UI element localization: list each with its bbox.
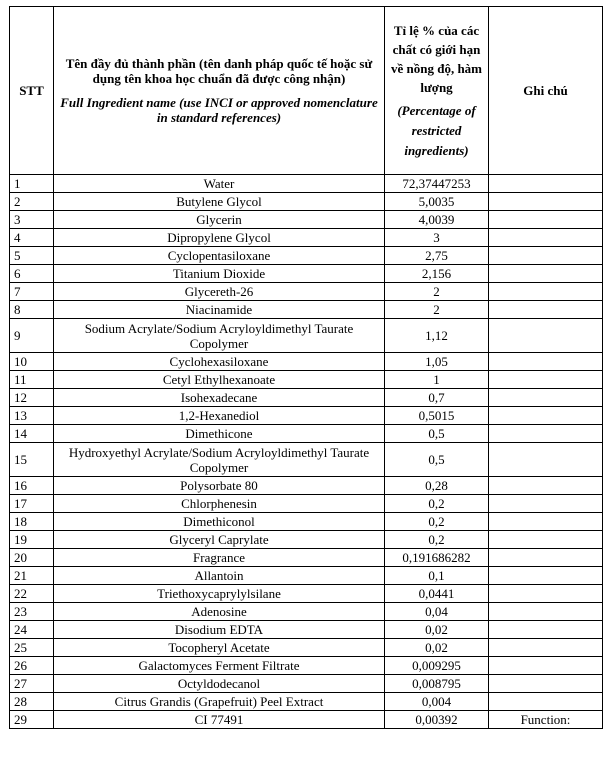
- note-cell: [489, 229, 603, 247]
- row-number-cell: 15: [10, 443, 54, 477]
- ingredient-name-cell: Octyldodecanol: [54, 675, 385, 693]
- note-cell: [489, 407, 603, 425]
- note-cell: [489, 175, 603, 193]
- note-cell: [489, 443, 603, 477]
- table-header: [10, 7, 603, 175]
- table-row: [10, 247, 603, 265]
- table-row: [10, 531, 603, 549]
- table-row: [10, 585, 603, 603]
- header-name-vietnamese: Tên đầy đủ thành phần (tên danh pháp quốc tế hoặc sử dụng tên khoa học chuẩn đã được công nhận): [65, 56, 373, 86]
- header-name-english: Full Ingredient name (use INCI or approved nomenclature in standard references): [60, 95, 378, 125]
- percentage-cell: 1,12: [385, 319, 489, 353]
- ingredient-name-cell: Adenosine: [54, 603, 385, 621]
- ingredient-name-cell: Allantoin: [54, 567, 385, 585]
- table-row: [10, 193, 603, 211]
- ingredient-name-cell: Galactomyces Ferment Filtrate: [54, 657, 385, 675]
- note-cell: [489, 675, 603, 693]
- row-number-cell: 9: [10, 319, 54, 353]
- note-cell: [489, 371, 603, 389]
- note-cell: [489, 549, 603, 567]
- percentage-cell: 0,7: [385, 389, 489, 407]
- ingredient-name-cell: Citrus Grandis (Grapefruit) Peel Extract: [54, 693, 385, 711]
- percentage-cell: 0,009295: [385, 657, 489, 675]
- ingredient-name-cell: 1,2-Hexanediol: [54, 407, 385, 425]
- note-cell: [489, 389, 603, 407]
- row-number-cell: 7: [10, 283, 54, 301]
- note-cell: [489, 693, 603, 711]
- row-number-cell: 4: [10, 229, 54, 247]
- row-number-cell: 5: [10, 247, 54, 265]
- percentage-cell: 0,2: [385, 495, 489, 513]
- ingredient-name-cell: Glycerin: [54, 211, 385, 229]
- note-cell: [489, 603, 603, 621]
- percentage-cell: 0,02: [385, 639, 489, 657]
- note-cell: [489, 319, 603, 353]
- percentage-cell: 4,0039: [385, 211, 489, 229]
- ingredient-name-cell: Butylene Glycol: [54, 193, 385, 211]
- table-row: [10, 657, 603, 675]
- percentage-cell: 0,5015: [385, 407, 489, 425]
- table-row: [10, 301, 603, 319]
- table-row: [10, 639, 603, 657]
- percentage-cell: 0,004: [385, 693, 489, 711]
- note-cell: [489, 495, 603, 513]
- note-cell: [489, 477, 603, 495]
- row-number-cell: 24: [10, 621, 54, 639]
- header-note: Ghi chú: [489, 7, 603, 175]
- percentage-cell: 1: [385, 371, 489, 389]
- ingredient-name-cell: Glycereth-26: [54, 283, 385, 301]
- row-number-cell: 23: [10, 603, 54, 621]
- percentage-cell: 0,008795: [385, 675, 489, 693]
- percentage-cell: 0,2: [385, 531, 489, 549]
- ingredient-name-cell: Fragrance: [54, 549, 385, 567]
- row-number-cell: 27: [10, 675, 54, 693]
- row-number-cell: 8: [10, 301, 54, 319]
- table-row: [10, 693, 603, 711]
- ingredient-name-cell: Cyclopentasiloxane: [54, 247, 385, 265]
- note-cell: [489, 283, 603, 301]
- ingredient-name-cell: CI 77491: [54, 711, 385, 729]
- header-percentage: [385, 7, 489, 175]
- ingredient-name-cell: Titanium Dioxide: [54, 265, 385, 283]
- row-number-cell: 2: [10, 193, 54, 211]
- percentage-cell: 1,05: [385, 353, 489, 371]
- table-row: [10, 353, 603, 371]
- table-row: [10, 229, 603, 247]
- percentage-cell: 0,5: [385, 425, 489, 443]
- table-row: [10, 265, 603, 283]
- table-row: [10, 175, 603, 193]
- row-number-cell: 22: [10, 585, 54, 603]
- table-row: [10, 425, 603, 443]
- note-cell: [489, 247, 603, 265]
- percentage-cell: 0,2: [385, 513, 489, 531]
- row-number-cell: 3: [10, 211, 54, 229]
- percentage-cell: 0,28: [385, 477, 489, 495]
- ingredient-name-cell: Dipropylene Glycol: [54, 229, 385, 247]
- note-cell: [489, 513, 603, 531]
- table-row: [10, 621, 603, 639]
- row-number-cell: 16: [10, 477, 54, 495]
- row-number-cell: 13: [10, 407, 54, 425]
- row-number-cell: 21: [10, 567, 54, 585]
- row-number-cell: 18: [10, 513, 54, 531]
- table-row: [10, 389, 603, 407]
- table-row: [10, 495, 603, 513]
- row-number-cell: 12: [10, 389, 54, 407]
- percentage-cell: 0,04: [385, 603, 489, 621]
- header-stt: STT: [10, 7, 54, 175]
- ingredient-name-cell: Water: [54, 175, 385, 193]
- table-row: [10, 211, 603, 229]
- note-cell: [489, 585, 603, 603]
- table-row: [10, 319, 603, 353]
- percentage-cell: 0,02: [385, 621, 489, 639]
- table-row: [10, 407, 603, 425]
- percentage-cell: 2: [385, 283, 489, 301]
- ingredient-table: [9, 6, 603, 729]
- ingredient-name-cell: Chlorphenesin: [54, 495, 385, 513]
- ingredient-name-cell: Hydroxyethyl Acrylate/Sodium Acryloyldimethyl Taurate Copolymer: [54, 443, 385, 477]
- note-cell: [489, 567, 603, 585]
- note-cell: Function:: [489, 711, 603, 729]
- percentage-cell: 0,5: [385, 443, 489, 477]
- note-cell: [489, 353, 603, 371]
- row-number-cell: 1: [10, 175, 54, 193]
- note-cell: [489, 621, 603, 639]
- table-row: [10, 603, 603, 621]
- ingredient-name-cell: Cetyl Ethylhexanoate: [54, 371, 385, 389]
- row-number-cell: 25: [10, 639, 54, 657]
- note-cell: [489, 531, 603, 549]
- header-percentage-english: (Percentage of restricted ingredients): [397, 102, 476, 158]
- percentage-cell: 2,156: [385, 265, 489, 283]
- note-cell: [489, 301, 603, 319]
- table-row: [10, 283, 603, 301]
- ingredient-name-cell: Dimethicone: [54, 425, 385, 443]
- table-row: [10, 567, 603, 585]
- table-row: [10, 371, 603, 389]
- note-cell: [489, 211, 603, 229]
- header-ingredient-name: [54, 7, 385, 175]
- ingredient-name-cell: Polysorbate 80: [54, 477, 385, 495]
- ingredient-name-cell: Dimethiconol: [54, 513, 385, 531]
- row-number-cell: 28: [10, 693, 54, 711]
- percentage-cell: 5,0035: [385, 193, 489, 211]
- row-number-cell: 14: [10, 425, 54, 443]
- percentage-cell: 72,37447253: [385, 175, 489, 193]
- row-number-cell: 6: [10, 265, 54, 283]
- note-cell: [489, 639, 603, 657]
- row-number-cell: 29: [10, 711, 54, 729]
- table-row: [10, 513, 603, 531]
- ingredient-name-cell: Glyceryl Caprylate: [54, 531, 385, 549]
- ingredient-name-cell: Niacinamide: [54, 301, 385, 319]
- table-body: [10, 175, 603, 729]
- row-number-cell: 10: [10, 353, 54, 371]
- ingredient-name-cell: Tocopheryl Acetate: [54, 639, 385, 657]
- ingredient-name-cell: Isohexadecane: [54, 389, 385, 407]
- row-number-cell: 17: [10, 495, 54, 513]
- note-cell: [489, 425, 603, 443]
- ingredient-name-cell: Sodium Acrylate/Sodium Acryloyldimethyl Taurate Copolymer: [54, 319, 385, 353]
- ingredient-name-cell: Disodium EDTA: [54, 621, 385, 639]
- row-number-cell: 11: [10, 371, 54, 389]
- table-row: [10, 477, 603, 495]
- note-cell: [489, 193, 603, 211]
- header-percentage-vietnamese: Tỉ lệ % của các chất có giới hạn về nồng độ, hàm lượng: [390, 22, 483, 95]
- ingredient-name-cell: Cyclohexasiloxane: [54, 353, 385, 371]
- note-cell: [489, 657, 603, 675]
- percentage-cell: 0,00392: [385, 711, 489, 729]
- row-number-cell: 20: [10, 549, 54, 567]
- table-row: [10, 549, 603, 567]
- table-row: [10, 675, 603, 693]
- percentage-cell: 0,0441: [385, 585, 489, 603]
- note-cell: [489, 265, 603, 283]
- table-row: [10, 443, 603, 477]
- ingredient-name-cell: Triethoxycaprylylsilane: [54, 585, 385, 603]
- percentage-cell: 2,75: [385, 247, 489, 265]
- percentage-cell: 3: [385, 229, 489, 247]
- percentage-cell: 0,191686282: [385, 549, 489, 567]
- table-row: [10, 711, 603, 729]
- percentage-cell: 0,1: [385, 567, 489, 585]
- row-number-cell: 19: [10, 531, 54, 549]
- row-number-cell: 26: [10, 657, 54, 675]
- percentage-cell: 2: [385, 301, 489, 319]
